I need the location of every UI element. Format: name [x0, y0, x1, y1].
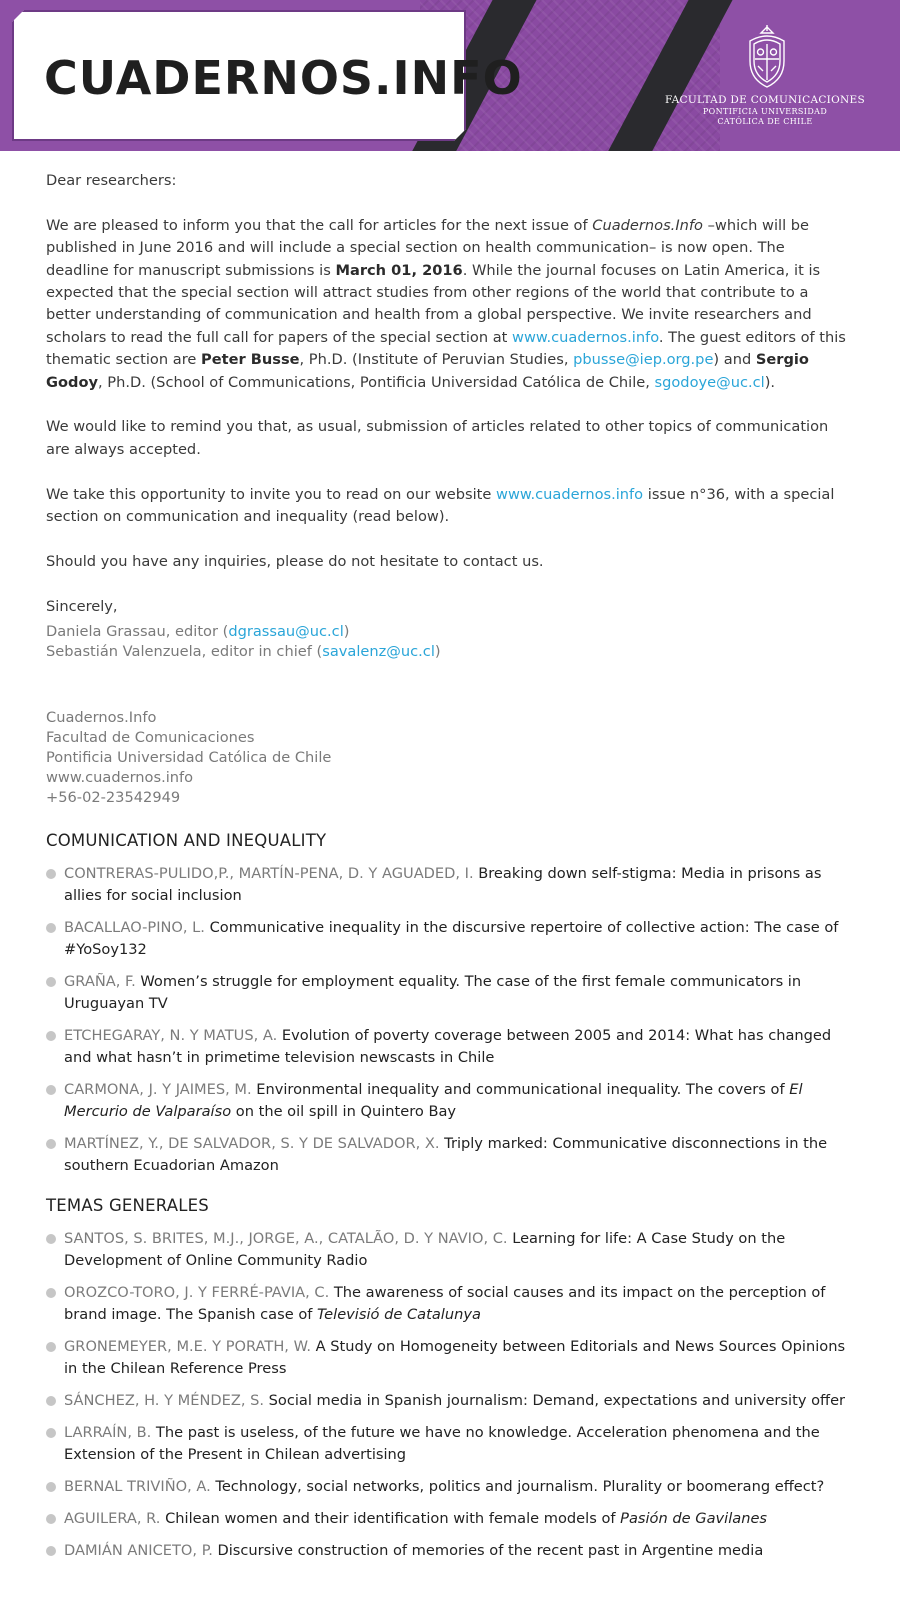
article-title: on the oil spill in Quintero Bay — [231, 1103, 457, 1120]
text: ). — [764, 373, 776, 391]
faculty-line-1: FACULTAD DE COMUNICACIONES — [665, 94, 865, 106]
article-title: Breaking down self-stigma: Media in prisons as allies for social inclusion — [64, 865, 822, 904]
bullet-icon — [46, 1288, 56, 1298]
bullet-icon — [46, 1234, 56, 1244]
guest-editor-name: Sergio Godoy — [46, 351, 809, 391]
article-authors: CONTRERAS-PULIDO,P., MARTÍN-PENA, D. Y AGUADED, I. — [64, 865, 479, 882]
article-authors: BERNAL TRIVIÑO, A. — [64, 1478, 211, 1495]
contact-block — [46, 708, 746, 808]
list-item[interactable] — [46, 1079, 851, 1123]
signature-editor — [46, 622, 746, 642]
guest-editor-name: Peter Busse — [201, 351, 300, 369]
article-authors: OROZCO-TORO, J. Y FERRÉ-PAVIA, C. — [64, 1284, 330, 1301]
bullet-icon — [46, 1514, 56, 1524]
list-item[interactable] — [46, 863, 851, 907]
paragraph-invite — [46, 484, 851, 529]
email-link[interactable]: sgodoye@uc.cl — [654, 373, 765, 391]
closing: Sincerely, — [46, 597, 118, 615]
article-title: Women’s struggle for employment equality. The case of the first female communicators in Uruguayan TV — [64, 973, 802, 1012]
list-item[interactable] — [46, 971, 851, 1015]
list-item[interactable] — [46, 1025, 851, 1069]
email-link[interactable]: savalenz@uc.cl — [322, 643, 435, 660]
article-title: The awareness of social causes and its impact on the perception of brand image. The Spanish case of — [64, 1284, 826, 1323]
bullet-icon — [46, 1396, 56, 1406]
article-authors: DAMIÁN ANICETO, P. — [64, 1542, 213, 1559]
list-item[interactable] — [46, 1336, 851, 1380]
article-authors: CARMONA, J. Y JAIMES, M. — [64, 1081, 252, 1098]
contact-phone: +56-02-23542949 — [46, 789, 181, 806]
article-title: Triply marked: Communicative disconnections in the southern Ecuadorian Amazon — [64, 1135, 828, 1174]
list-item[interactable] — [46, 1390, 851, 1412]
paragraph-inquiries: Should you have any inquiries, please do not hesitate to contact us. — [46, 552, 544, 570]
journal-logo[interactable]: CUADERNOS.INFO — [44, 51, 523, 105]
article-title-italic: Televisió de Catalunya — [317, 1306, 481, 1323]
paragraph-call-for-articles — [46, 215, 851, 394]
text: . While the journal focuses on Latin America, it is expected that the special section will attract studies from other regions of the world that contribute to a better understanding of communication and health from a global perspective. We invite researchers and scholars to read the full call for papers of the special section at — [46, 261, 821, 346]
article-authors: SÁNCHEZ, H. Y MÉNDEZ, S. — [64, 1392, 265, 1409]
bullet-icon — [46, 923, 56, 933]
website-link[interactable]: www.cuadernos.info — [512, 328, 659, 346]
article-title: Discursive construction of memories of the recent past in Argentine media — [212, 1542, 764, 1559]
letter-body — [46, 170, 851, 640]
article-authors: LARRAÍN, B. — [64, 1424, 152, 1441]
section-title-general: TEMAS GENERALES — [46, 1196, 209, 1215]
text: , Ph.D. (Institute of Peruvian Studies, — [299, 351, 574, 369]
list-item[interactable] — [46, 1508, 851, 1530]
text: We take this opportunity to invite you to read on our website — [46, 485, 497, 503]
list-item[interactable] — [46, 1476, 851, 1498]
greeting: Dear researchers: — [46, 172, 177, 189]
bullet-icon — [46, 1428, 56, 1438]
section-title-inequality: COMUNICATION AND INEQUALITY — [46, 831, 327, 850]
contact-name: Cuadernos.Info — [46, 709, 157, 726]
article-title: Communicative inequality in the discursive repertoire of collective action: The case of #YoSoy132 — [64, 919, 839, 958]
article-title: Evolution of poverty coverage between 2005 and 2014: What has changed and what hasn’t in primetime television newscasts in Chile — [64, 1027, 832, 1066]
article-title: Social media in Spanish journalism: Demand, expectations and university offer — [264, 1392, 846, 1409]
text: Sebastián Valenzuela, editor in chief ( — [46, 643, 323, 660]
article-authors: BACALLAO-PINO, L. — [64, 919, 205, 936]
article-authors: GRAÑA, F. — [64, 973, 136, 990]
article-authors: AGUILERA, R. — [64, 1510, 161, 1527]
article-title: The past is useless, of the future we have no knowledge. Acceleration phenomena and the Extension of the Present in Chilean advertising — [64, 1424, 820, 1463]
text: , Ph.D. (School of Communications, Pontificia Universidad Católica de Chile, — [98, 373, 655, 391]
journal-name: Cuadernos.Info — [592, 216, 703, 234]
header-banner — [0, 0, 900, 151]
article-title: Environmental inequality and communicational inequality. The covers of — [251, 1081, 790, 1098]
article-authors: ETCHEGARAY, N. Y MATUS, A. — [64, 1027, 278, 1044]
bullet-icon — [46, 1139, 56, 1149]
signature-block — [46, 622, 746, 662]
faculty-line-3: CATÓLICA DE CHILE — [717, 117, 813, 126]
article-title: Chilean women and their identification with female models of — [160, 1510, 621, 1527]
bullet-icon — [46, 1482, 56, 1492]
bullet-icon — [46, 1342, 56, 1352]
text: ) — [434, 643, 441, 660]
article-title: Learning for life: A Case Study on the Development of Online Community Radio — [64, 1230, 786, 1269]
list-item[interactable] — [46, 1133, 851, 1177]
deadline-date: March 01, 2016 — [335, 261, 463, 279]
email-link[interactable]: dgrassau@uc.cl — [228, 623, 344, 640]
list-item[interactable] — [46, 1540, 851, 1562]
article-authors: MARTÍNEZ, Y., DE SALVADOR, S. Y DE SALVADOR, X. — [64, 1135, 440, 1152]
text: issue n°36, with a special section on communication and inequality (read below). — [46, 485, 835, 526]
bullet-icon — [46, 1546, 56, 1556]
bullet-icon — [46, 1031, 56, 1041]
website-link[interactable]: www.cuadernos.info — [496, 485, 644, 503]
text: –which will be published in June 2016 and will include a special section on health communication– is now open. The deadline for manuscript submissions is — [46, 216, 810, 279]
article-authors: SANTOS, S. BRITES, M.J., JORGE, A., CATALÃO, D. Y NAVIO, C. — [64, 1230, 508, 1247]
email-link[interactable]: pbusse@iep.org.pe — [573, 351, 714, 369]
article-title: A Study on Homogeneity between Editorials and News Sources Opinions in the Chilean Reference Press — [64, 1338, 846, 1377]
bullet-icon — [46, 1085, 56, 1095]
article-title-italic: El Mercurio de Valparaíso — [64, 1081, 803, 1120]
university-crest-icon — [741, 25, 793, 89]
list-item[interactable] — [46, 917, 851, 961]
paragraph-other-topics: We would like to remind you that, as usual, submission of articles related to other topics of communication are always accepted. — [46, 418, 829, 458]
article-list-general — [46, 1228, 851, 1572]
text: ) and — [713, 351, 756, 369]
text: We are pleased to inform you that the call for articles for the next issue of — [46, 216, 593, 234]
article-list-inequality — [46, 863, 851, 1187]
contact-faculty: Facultad de Comunicaciones — [46, 729, 255, 746]
text: Daniela Grassau, editor ( — [46, 623, 229, 640]
text: . The guest editors of this thematic section are — [46, 328, 846, 369]
bullet-icon — [46, 869, 56, 879]
bullet-icon — [46, 977, 56, 987]
article-title-italic: Pasión de Gavilanes — [620, 1510, 768, 1527]
article-authors: GRONEMEYER, M.E. Y PORATH, W. — [64, 1338, 311, 1355]
article-title: Technology, social networks, politics and journalism. Plurality or boomerang effect? — [210, 1478, 825, 1495]
list-item[interactable] — [46, 1422, 851, 1466]
list-item[interactable] — [46, 1228, 851, 1272]
contact-university: Pontificia Universidad Católica de Chile — [46, 749, 332, 766]
faculty-line-2: PONTIFICIA UNIVERSIDAD — [702, 107, 828, 116]
text: ) — [343, 623, 350, 640]
signature-editor-in-chief — [46, 642, 746, 662]
contact-website: www.cuadernos.info — [46, 769, 194, 786]
faculty-name — [665, 94, 865, 127]
list-item[interactable] — [46, 1282, 851, 1326]
